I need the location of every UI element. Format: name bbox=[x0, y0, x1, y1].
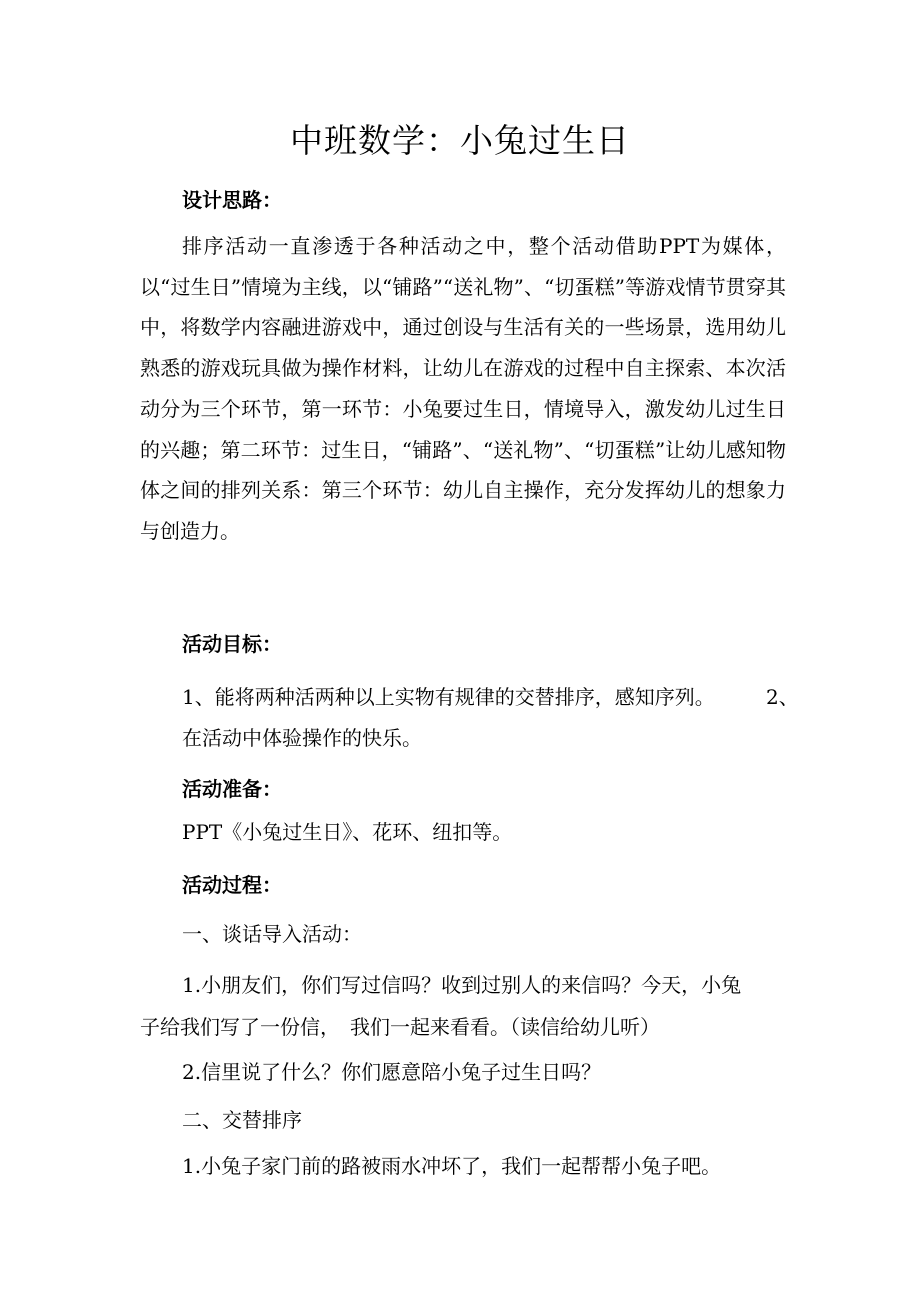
prep-heading: 活动准备： bbox=[182, 777, 282, 801]
process-part-2-item-1: 1.小兔子家门前的路被雨水冲坏了，我们一起帮帮小兔子吧。 bbox=[182, 1154, 722, 1178]
process-item-1-line-2: 子给我们写了一份信， 我们一起来看看。（读信给幼儿听） bbox=[140, 1015, 660, 1039]
design-heading: 设计思路： bbox=[182, 188, 282, 212]
process-item-1-line-1: 1.小朋友们，你们写过信吗？收到过别人的来信吗？今天，小兔 bbox=[182, 973, 742, 997]
process-item-2: 2.信里说了什么？你们愿意陪小兔子过生日吗？ bbox=[182, 1060, 602, 1084]
goal-item-2: 在活动中体验操作的快乐。 bbox=[182, 726, 422, 750]
goals-heading: 活动目标： bbox=[182, 632, 282, 656]
process-part-2-title: 二、交替排序 bbox=[182, 1108, 302, 1132]
document-title: 中班数学：小兔过生日 bbox=[290, 121, 630, 160]
prep-text: PPT《小兔过生日》、花环、纽扣等。 bbox=[182, 820, 513, 844]
design-paragraph: 排序活动一直渗透于各种活动之中，整个活动借助PPT为媒体，以“过生日”情境为主线，以“铺路”“送礼物”、“切蛋糕”等游戏情节贯穿其中，将数学内容融进游戏中，通过创设与生活有关的一些场景，选用幼儿熟悉的游戏玩具做为操作材料，让幼儿在游戏的过程中自主探索、本次活动分为三个环节，第一环节：小兔要过生日，情境导入，激发幼儿过生日的兴趣；第二环节：过生日，“铺路”、“送礼物”、“切蛋糕”让幼儿感知物体之间的排列关系：第三个环节：幼儿自主操作，充分发挥幼儿的想象力与创造力。 bbox=[140, 234, 786, 543]
process-heading: 活动过程： bbox=[182, 873, 282, 897]
process-part-1-title: 一、谈话导入活动： bbox=[182, 922, 362, 946]
goal-item-1: 1、能将两种活两种以上实物有规律的交替排序，感知序列。 bbox=[182, 685, 715, 709]
goal-item-2-number: 2、 bbox=[766, 685, 799, 709]
